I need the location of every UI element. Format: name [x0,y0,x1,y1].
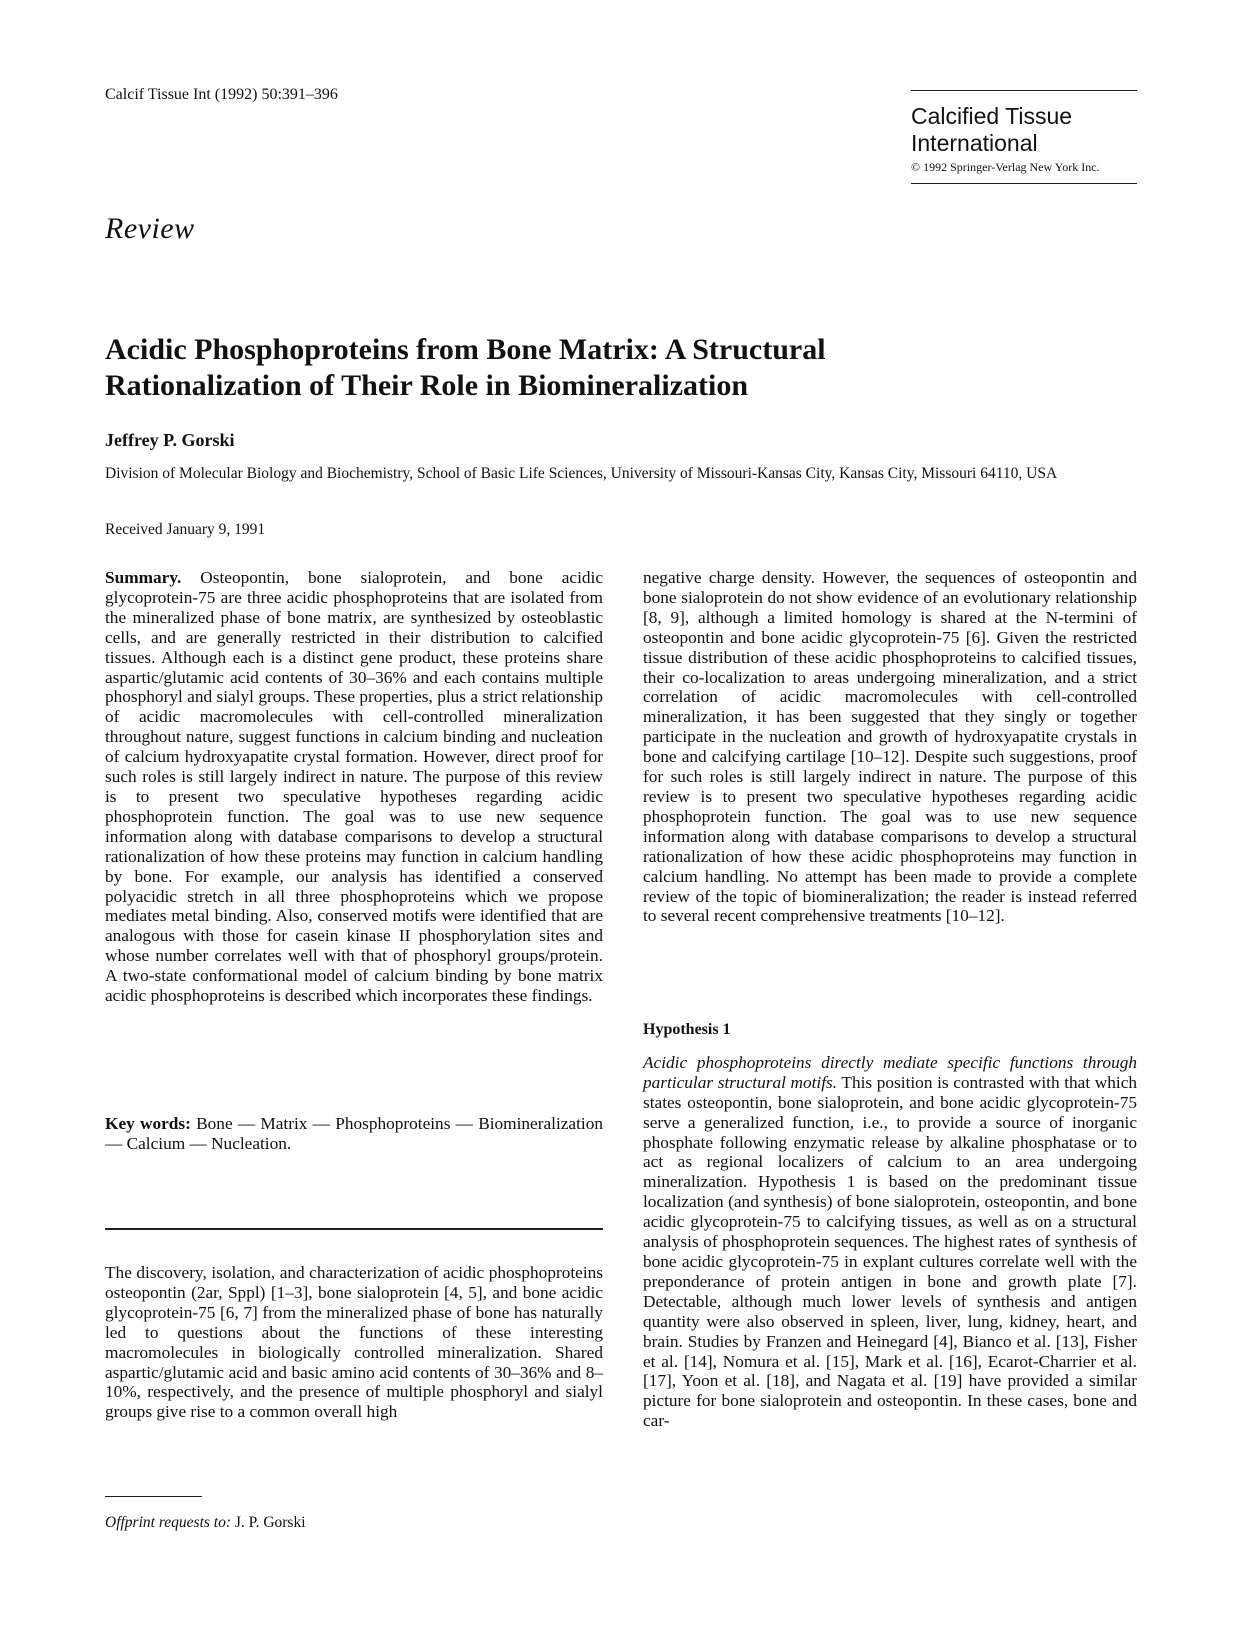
intro-right-column [643,568,1137,926]
intro-left-column [105,1263,603,1422]
masthead-top-rule [911,90,1137,91]
hypothesis1-heading: Hypothesis 1 [643,1021,731,1038]
summary-paragraph [105,568,603,1006]
hypothesis1-section [643,1020,1137,1431]
journal-masthead [911,90,1137,184]
summary-text: Osteopontin, bone sialoprotein, and bone acidic glycoprotein-75 are three acidic phosphoproteins that are isolated from the mineralized phase of bone matrix, are synthesized by osteoblastic cells, and are generally restricted in their distribution to calcified tissues. Although each is a distinct gene product, these proteins share aspartic/glutamic acid contents of 30–36% and each contains multiple phosphoryl and sialyl groups. These properties, plus a strict relationship of acidic macromolecules with cell-controlled mineralization throughout nature, suggest functions in calcium binding and nucleation of calcium hydroxyapatite crystal formation. However, direct proof for such roles is still largely indirect in nature. The purpose of this review is to present two speculative hypotheses regarding acidic phosphoprotein function. The goal was to use new sequence information along with database comparisons to develop a structural rationalization of how these proteins may function in calcium handling by bone. For example, our analysis has identified a conserved polyacidic stretch in all three phosphoproteins which we propose mediates metal binding. Also, conserved motifs were identified that are analogous with those for casein kinase II phosphorylation sites and whose number correlates well with that of phosphoryl groups/protein. A two-state conformational model of calcium binding by bone matrix acidic phosphoproteins is described which incorporates these findings. [105,568,604,1006]
section-label: Review [105,212,195,245]
author-name: Jeffrey P. Gorski [105,430,235,450]
author-affiliation: Division of Molecular Biology and Biochemistry, School of Basic Life Sciences, University of Missouri-Kansas City, Kansas City, Missouri 64110, USA [105,465,1058,482]
offprint-label: Offprint requests to: [105,1514,232,1531]
intro-paragraph-start: The discovery, isolation, and characterization of acidic phosphoproteins osteopontin (2ar, Sppl) [1–3], bone sialoprotein [4, 5], and bone acidic glycoprotein-75 [6, 7] from the mineralized phase of bone has naturally led to questions about the functions of these interesting macromolecules in biologically controlled mineralization. Shared aspartic/glutamic acid and basic amino acid contents of 30–36% and 8–10%, respectively, and the presence of multiple phosphoryl and sialyl groups give rise to a common overall high [105,1263,603,1422]
intro-paragraph-continued: negative charge density. However, the sequences of osteopontin and bone sialoprotein do not show evidence of an evolutionary relationship [8, 9], although a limited homology is shared at the N-termini of osteopontin and bone acidic glycoprotein-75 [6]. Given the restricted tissue distribution of these acidic phosphoproteins to calcified tissues, their co-localization to areas undergoing mineralization, and a strict correlation of acidic macromolecules with cell-controlled mineralization, it has been suggested that they singly or together participate in the nucleation and growth of hydroxyapatite crystals in bone and calcifying cartilage [10–12]. Despite such suggestions, proof for such roles is still largely indirect in nature. The purpose of this review is to present two speculative hypotheses regarding acidic phosphoprotein function. The goal was to use new sequence information along with database comparisons to develop a structural rationalization of how these acidic phosphoproteins may function in calcium handling. No attempt has been made to provide a complete review of the topic of biomineralization; the reader is instead referred to several recent comprehensive treatments [10–12]. [643,568,1137,926]
hypothesis1-paragraph [643,1053,1137,1431]
journal-name: Calcified Tissue International [911,103,1073,156]
masthead-bottom-rule [911,183,1137,184]
copyright-notice: © 1992 Springer-Verlag New York Inc. [911,160,1100,174]
paper-title: Acidic Phosphoproteins from Bone Matrix: A Structural Rationalization of Their Role in Biomineralization [105,333,826,402]
keywords-paragraph [105,1114,603,1154]
footnote-rule [105,1496,202,1497]
keywords-text: Bone — Matrix — Phosphoproteins — Biomineralization — Calcium — Nucleation. [105,1114,603,1153]
hypothesis1-text: This position is contrasted with that which states osteopontin, bone sialoprotein, and bone acidic glycoprotein-75 serve a generalized function, i.e., to provide a source of inorganic phosphate following enzymatic release by alkaline phosphatase or to act as regional localizers of calcium to an area undergoing mineralization. Hypothesis 1 is based on the predominant tissue localization (and synthesis) of bone sialoprotein, osteopontin, and bone acidic glycoprotein-75 to calcifying tissues, as well as on a structural analysis of phosphoprotein sequences. The highest rates of synthesis of bone acidic glycoprotein-75 in explant cultures correlate well with the preponderance of protein antigen in bone and growth plate [7]. Detectable, although much lower levels of synthesis and antigen quantity were also observed in spleen, liver, lung, kidney, heart, and brain. Studies by Franzen and Heinegard [4], Bianco et al. [13], Fisher et al. [14], Nomura et al. [15], Mark et al. [16], Ecarot-Charrier et al. [17], Yoon et al. [18], and Nagata et al. [19] have provided a similar picture for bone sialoprotein and osteopontin. In these cases, bone and car- [643,1072,1138,1431]
offprint-footnote [105,1514,306,1532]
section-divider [105,1228,603,1230]
summary-block [105,568,603,1006]
keywords-block [105,1114,603,1154]
offprint-name: J. P. Gorski [234,1514,306,1531]
summary-label: Summary. [105,568,182,587]
journal-citation: Calcif Tissue Int (1992) 50:391–396 [105,86,338,103]
keywords-label: Key words: [105,1114,191,1133]
received-date: Received January 9, 1991 [105,521,266,538]
hypothesis1-lead: Acidic phosphoproteins directly mediate specific functions through particular structural motifs. [643,1052,1137,1092]
